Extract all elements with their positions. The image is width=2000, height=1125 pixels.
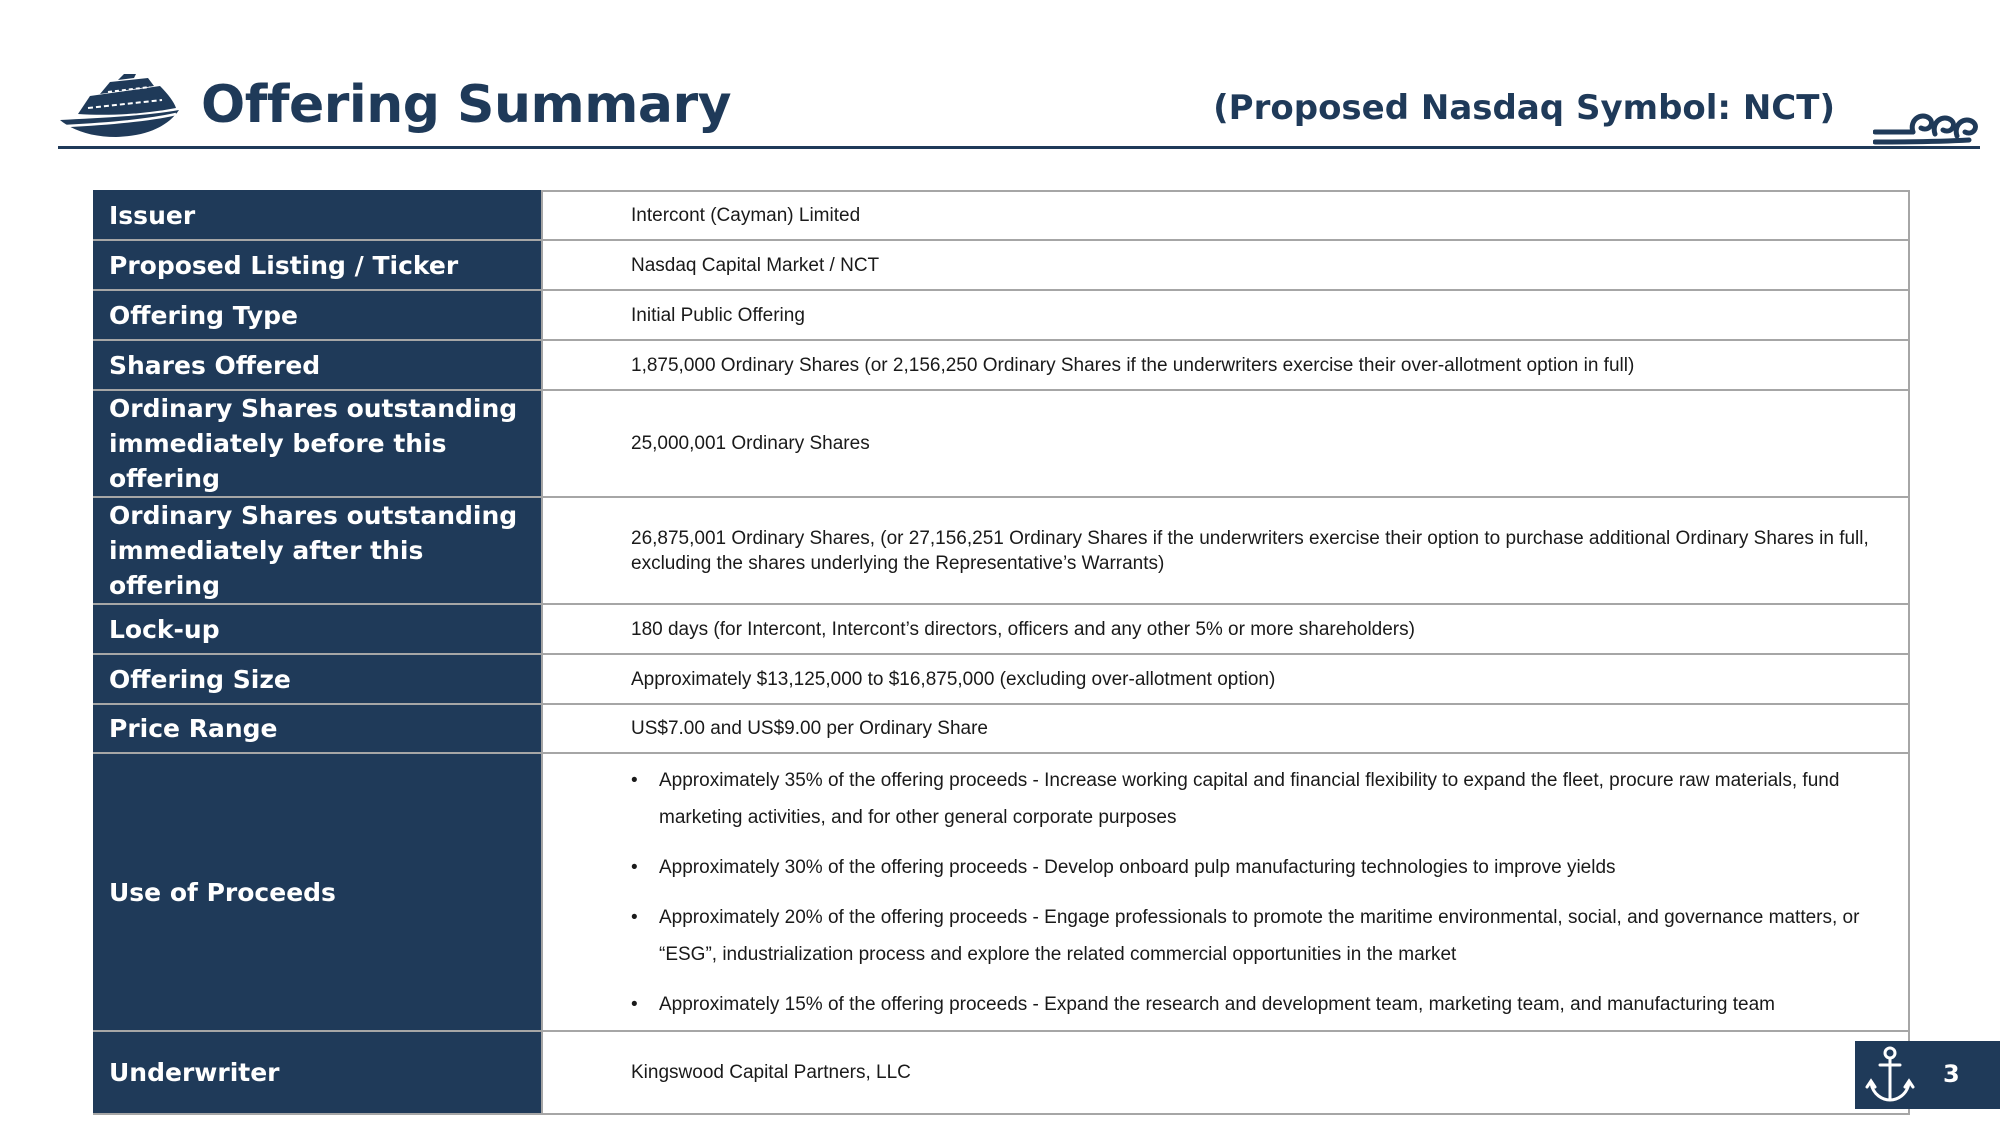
table-row-use-of-proceeds bbox=[94, 753, 1909, 1031]
page-number: 3 bbox=[1943, 1060, 1960, 1088]
table-row bbox=[94, 340, 1909, 390]
list-item: • Approximately 30% of the offering proceeds - Develop onboard pulp manufacturing technologies to improve yields bbox=[631, 849, 1888, 886]
table-row bbox=[94, 704, 1909, 753]
row-label: Offering Type bbox=[94, 290, 542, 340]
row-value: US$7.00 and US$9.00 per Ordinary Share bbox=[542, 704, 1909, 753]
row-value: Intercont (Cayman) Limited bbox=[542, 191, 1909, 240]
row-label: Underwriter bbox=[94, 1031, 542, 1114]
row-value: 26,875,001 Ordinary Shares, (or 27,156,251 Ordinary Shares if the underwriters exercise their option to purchase additional Ordinary Shares in full, excluding the shares underlying the Representative’s Warrants) bbox=[542, 497, 1909, 604]
row-value: Kingswood Capital Partners, LLC bbox=[542, 1031, 1909, 1114]
table-row bbox=[94, 497, 1909, 604]
table-row bbox=[94, 240, 1909, 290]
list-item: • Approximately 20% of the offering proceeds - Engage professionals to promote the maritime environmental, social, and governance matters, or “ESG”, industrialization process and explore the related commercial opportunities in the market bbox=[631, 899, 1888, 973]
row-value: Approximately $13,125,000 to $16,875,000 (excluding over-allotment option) bbox=[542, 654, 1909, 704]
row-label: Ordinary Shares outstanding immediately before this offering bbox=[94, 390, 542, 497]
title-divider bbox=[58, 146, 1980, 149]
row-label: Shares Offered bbox=[94, 340, 542, 390]
table-row bbox=[94, 390, 1909, 497]
table-row bbox=[94, 290, 1909, 340]
row-label: Ordinary Shares outstanding immediately after this offering bbox=[94, 497, 542, 604]
table-row bbox=[94, 1031, 1909, 1114]
row-value: 25,000,001 Ordinary Shares bbox=[542, 390, 1909, 497]
anchor-icon bbox=[1865, 1045, 1915, 1105]
proceeds-list bbox=[631, 762, 1888, 1023]
wave-icon bbox=[1873, 104, 1979, 150]
page-title: Offering Summary bbox=[201, 75, 732, 135]
table-row bbox=[94, 654, 1909, 704]
page-subtitle: (Proposed Nasdaq Symbol: NCT) bbox=[1213, 88, 1835, 128]
table-row bbox=[94, 604, 1909, 654]
row-value: Nasdaq Capital Market / NCT bbox=[542, 240, 1909, 290]
row-value: 1,875,000 Ordinary Shares (or 2,156,250 Ordinary Shares if the underwriters exercise their over-allotment option in full) bbox=[542, 340, 1909, 390]
list-item: • Approximately 35% of the offering proceeds - Increase working capital and financial flexibility to expand the fleet, procure raw materials, fund marketing activities, and for other general corporate purposes bbox=[631, 762, 1888, 836]
row-label: Issuer bbox=[94, 191, 542, 240]
row-value: 180 days (for Intercont, Intercont’s directors, officers and any other 5% or more shareholders) bbox=[542, 604, 1909, 654]
row-value bbox=[542, 753, 1909, 1031]
row-label: Price Range bbox=[94, 704, 542, 753]
page-number-badge bbox=[1855, 1041, 2000, 1109]
row-value: Initial Public Offering bbox=[542, 290, 1909, 340]
row-label: Offering Size bbox=[94, 654, 542, 704]
table-row bbox=[94, 191, 1909, 240]
list-item: • Approximately 15% of the offering proceeds - Expand the research and development team, marketing team, and manufacturing team bbox=[631, 986, 1888, 1023]
row-label: Lock-up bbox=[94, 604, 542, 654]
row-label: Use of Proceeds bbox=[94, 753, 542, 1031]
cruise-ship-icon bbox=[58, 74, 180, 138]
offering-summary-table bbox=[93, 190, 1910, 1115]
row-label: Proposed Listing / Ticker bbox=[94, 240, 542, 290]
